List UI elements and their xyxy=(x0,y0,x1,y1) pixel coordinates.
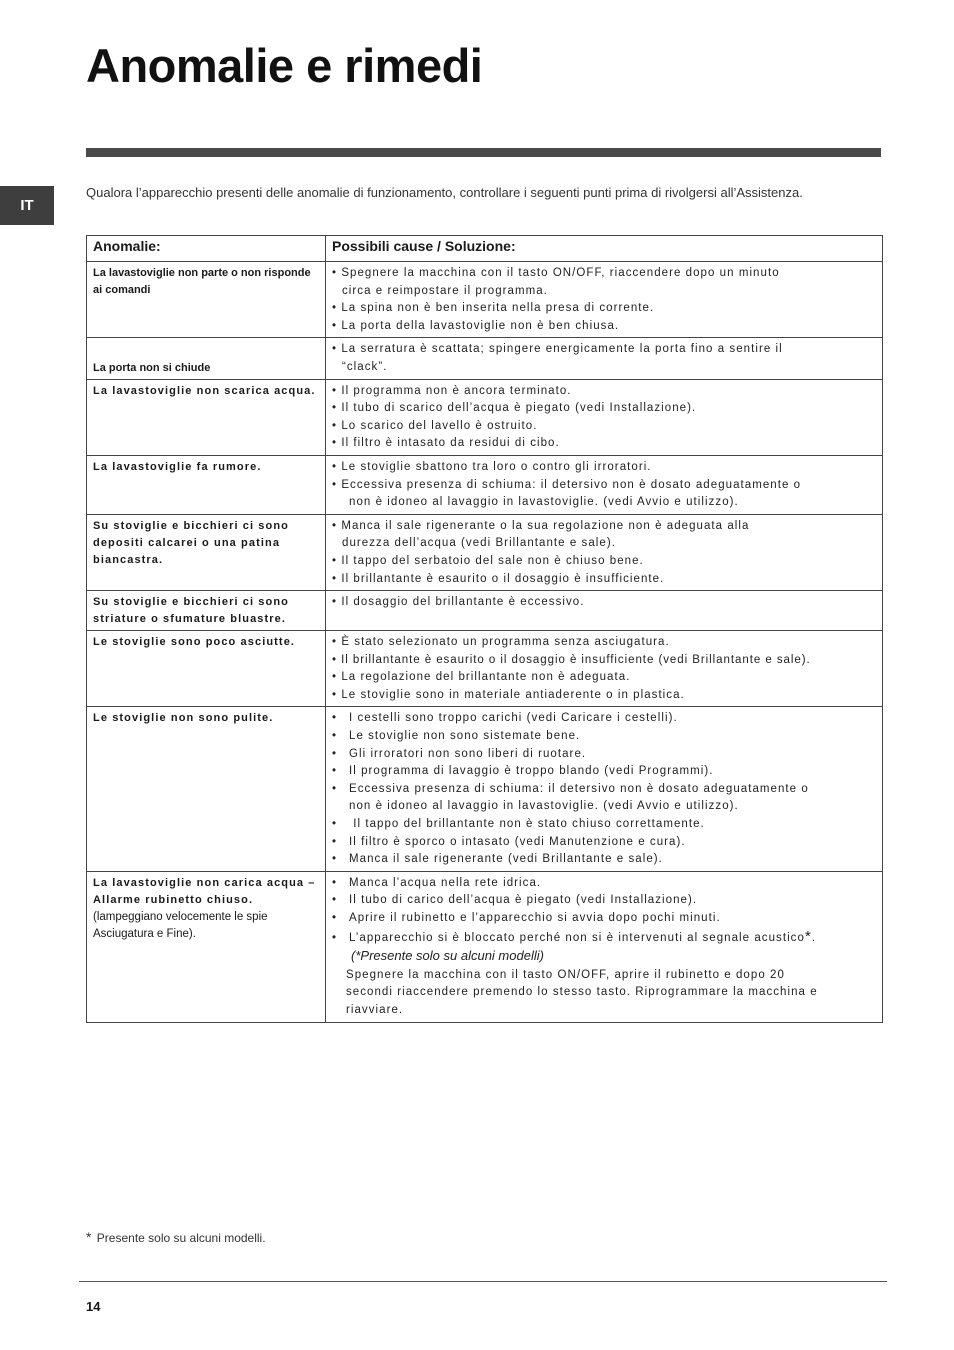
solution-item: • Le stoviglie sono in materiale antiaderente o in plastica. xyxy=(332,688,685,701)
troubleshooting-table xyxy=(86,235,883,1023)
asterisk-mark: * xyxy=(804,927,812,945)
anomaly-cell: Le stoviglie sono poco asciutte. xyxy=(87,631,326,707)
solution-item: • Il tappo del serbatoio del sale non è chiuso bene. xyxy=(332,554,644,567)
solution-item: • Manca il sale rigenerante o la sua regolazione non è adeguata alla durezza dell’acqua (vedi Brillantante e sale). xyxy=(332,519,750,550)
solution-item: • Il brillantante è esaurito o il dosaggio è insufficiente (vedi Brillantante e sale). xyxy=(332,653,811,666)
solution-item: • La regolazione del brillantante non è adeguata. xyxy=(332,671,631,684)
solution-item: • Il brillantante è esaurito o il dosaggio è insufficiente. xyxy=(332,572,665,585)
anomaly-cell: Le stoviglie non sono pulite. xyxy=(87,707,326,871)
anomaly-cell: La lavastoviglie non parte o non risponde ai comandi xyxy=(87,262,326,338)
solution-item: • Il tappo del brillantante non è stato chiuso correttamente. xyxy=(332,818,705,831)
solution-item: • È stato selezionato un programma senza asciugatura. xyxy=(332,636,670,649)
anomaly-note: (lampeggiano velocemente le spie Asciugatura e Fine). xyxy=(93,910,268,940)
solution-item: • Il tubo di scarico dell’acqua è piegato (vedi Installazione). xyxy=(332,402,697,415)
language-tab: IT xyxy=(0,186,54,225)
solution-item: • Eccessiva presenza di schiuma: il detersivo non è dosato adeguatamente o non è idoneo al lavaggio in lavastoviglie. (vedi Avvio e utilizzo). xyxy=(332,478,802,509)
anomaly-text: La lavastoviglie non carica acqua – Allarme rubinetto chiuso. xyxy=(93,876,316,906)
table-row xyxy=(87,591,883,631)
solution-item: • Lo scarico del lavello è ostruito. xyxy=(332,419,538,432)
solution-item: • I cestelli sono troppo carichi (vedi Caricare i cestelli). xyxy=(332,712,678,725)
solution-item: • Il tubo di carico dell’acqua è piegato (vedi Installazione). xyxy=(332,894,698,907)
anomaly-cell: La lavastoviglie fa rumore. xyxy=(87,455,326,514)
intro-text: Qualora l’apparecchio presenti delle anomalie di funzionamento, controllare i seguenti punti prima di rivolgersi all’Assistenza. xyxy=(86,185,803,200)
table-row xyxy=(87,871,883,1022)
page-number: 14 xyxy=(86,1299,101,1314)
solution-cell xyxy=(326,707,883,871)
solution-cell xyxy=(326,631,883,707)
solution-item: • Il programma non è ancora terminato. xyxy=(332,384,572,397)
solution-item: • Le stoviglie non sono sistemate bene. xyxy=(332,730,581,743)
solution-note: (*Presente solo su alcuni modelli) xyxy=(351,948,544,964)
solution-item: • Spegnere la macchina con il tasto ON/OFF, riaccendere dopo un minuto circa e reimpostare il programma. xyxy=(332,267,780,297)
solution-item: • Manca l’acqua nella rete idrica. xyxy=(332,876,542,889)
footer-divider xyxy=(79,1281,887,1282)
solution-cell xyxy=(326,591,883,631)
table-row xyxy=(87,338,883,379)
solution-cell xyxy=(326,455,883,514)
table-header-row xyxy=(87,236,883,262)
solution-cell xyxy=(326,338,883,379)
solution-cell xyxy=(326,871,883,1022)
solution-item: • La serratura è scattata; spingere energicamente la porta fino a sentire il “clack”. xyxy=(332,343,783,373)
anomaly-cell: La porta non si chiude xyxy=(87,338,326,379)
anomaly-cell: La lavastoviglie non scarica acqua. xyxy=(87,379,326,455)
solution-item: • Manca il sale rigenerante (vedi Brillantante e sale). xyxy=(332,853,663,866)
solution-item: • Eccessiva presenza di schiuma: il detersivo non è dosato adeguatamente o non è idoneo al lavaggio in lavastoviglie. (vedi Avvio e utilizzo). xyxy=(332,782,809,813)
solution-item: • Aprire il rubinetto e l’apparecchio si avvia dopo pochi minuti. xyxy=(332,912,721,924)
page-title: Anomalie e rimedi xyxy=(86,39,483,92)
solution-item: • Gli irroratori non sono liberi di ruotare. xyxy=(332,747,587,760)
solution-cell xyxy=(326,379,883,455)
header-solutions: Possibili cause / Soluzione: xyxy=(326,236,883,262)
solution-item: • Il dosaggio del brillantante è eccessivo. xyxy=(332,596,585,609)
solution-item: secondi riaccendere premendo lo stesso tasto. Riprogrammare la macchina e xyxy=(346,986,818,999)
footnote xyxy=(86,1229,266,1245)
solution-item: • Il filtro è intasato da residui di cibo. xyxy=(332,437,560,450)
solution-item: Spegnere la macchina con il tasto ON/OFF, aprire il rubinetto e dopo 20 xyxy=(346,968,785,981)
solution-item: • La spina non è ben inserita nella presa di corrente. xyxy=(332,302,655,315)
table-row xyxy=(87,514,883,590)
header-anomalies: Anomalie: xyxy=(87,236,326,262)
asterisk-mark: * xyxy=(86,1229,92,1245)
solution-item: • La porta della lavastoviglie non è ben chiusa. xyxy=(332,319,620,332)
solution-item: • L’apparecchio si è bloccato perché non si è intervenuti al segnale acustico*. xyxy=(332,927,817,945)
anomaly-cell xyxy=(87,871,326,1022)
anomaly-cell: Su stoviglie e bicchieri ci sono striature o sfumature bluastre. xyxy=(87,591,326,631)
solution-item: • Il filtro è sporco o intasato (vedi Manutenzione e cura). xyxy=(332,835,686,848)
table-row xyxy=(87,631,883,707)
title-divider xyxy=(86,148,881,157)
solution-cell xyxy=(326,514,883,590)
footnote-text: Presente solo su alcuni modelli. xyxy=(96,1231,266,1245)
anomaly-cell: Su stoviglie e bicchieri ci sono depositi calcarei o una patina biancastra. xyxy=(87,514,326,590)
table-row xyxy=(87,455,883,514)
table-row xyxy=(87,379,883,455)
solution-item: • Le stoviglie sbattono tra loro o contro gli irroratori. xyxy=(332,460,652,473)
solution-cell xyxy=(326,262,883,338)
table-row xyxy=(87,707,883,871)
solution-item: • Il programma di lavaggio è troppo blando (vedi Programmi). xyxy=(332,765,714,778)
table-row xyxy=(87,262,883,338)
solution-item: riavviare. xyxy=(346,1003,404,1016)
